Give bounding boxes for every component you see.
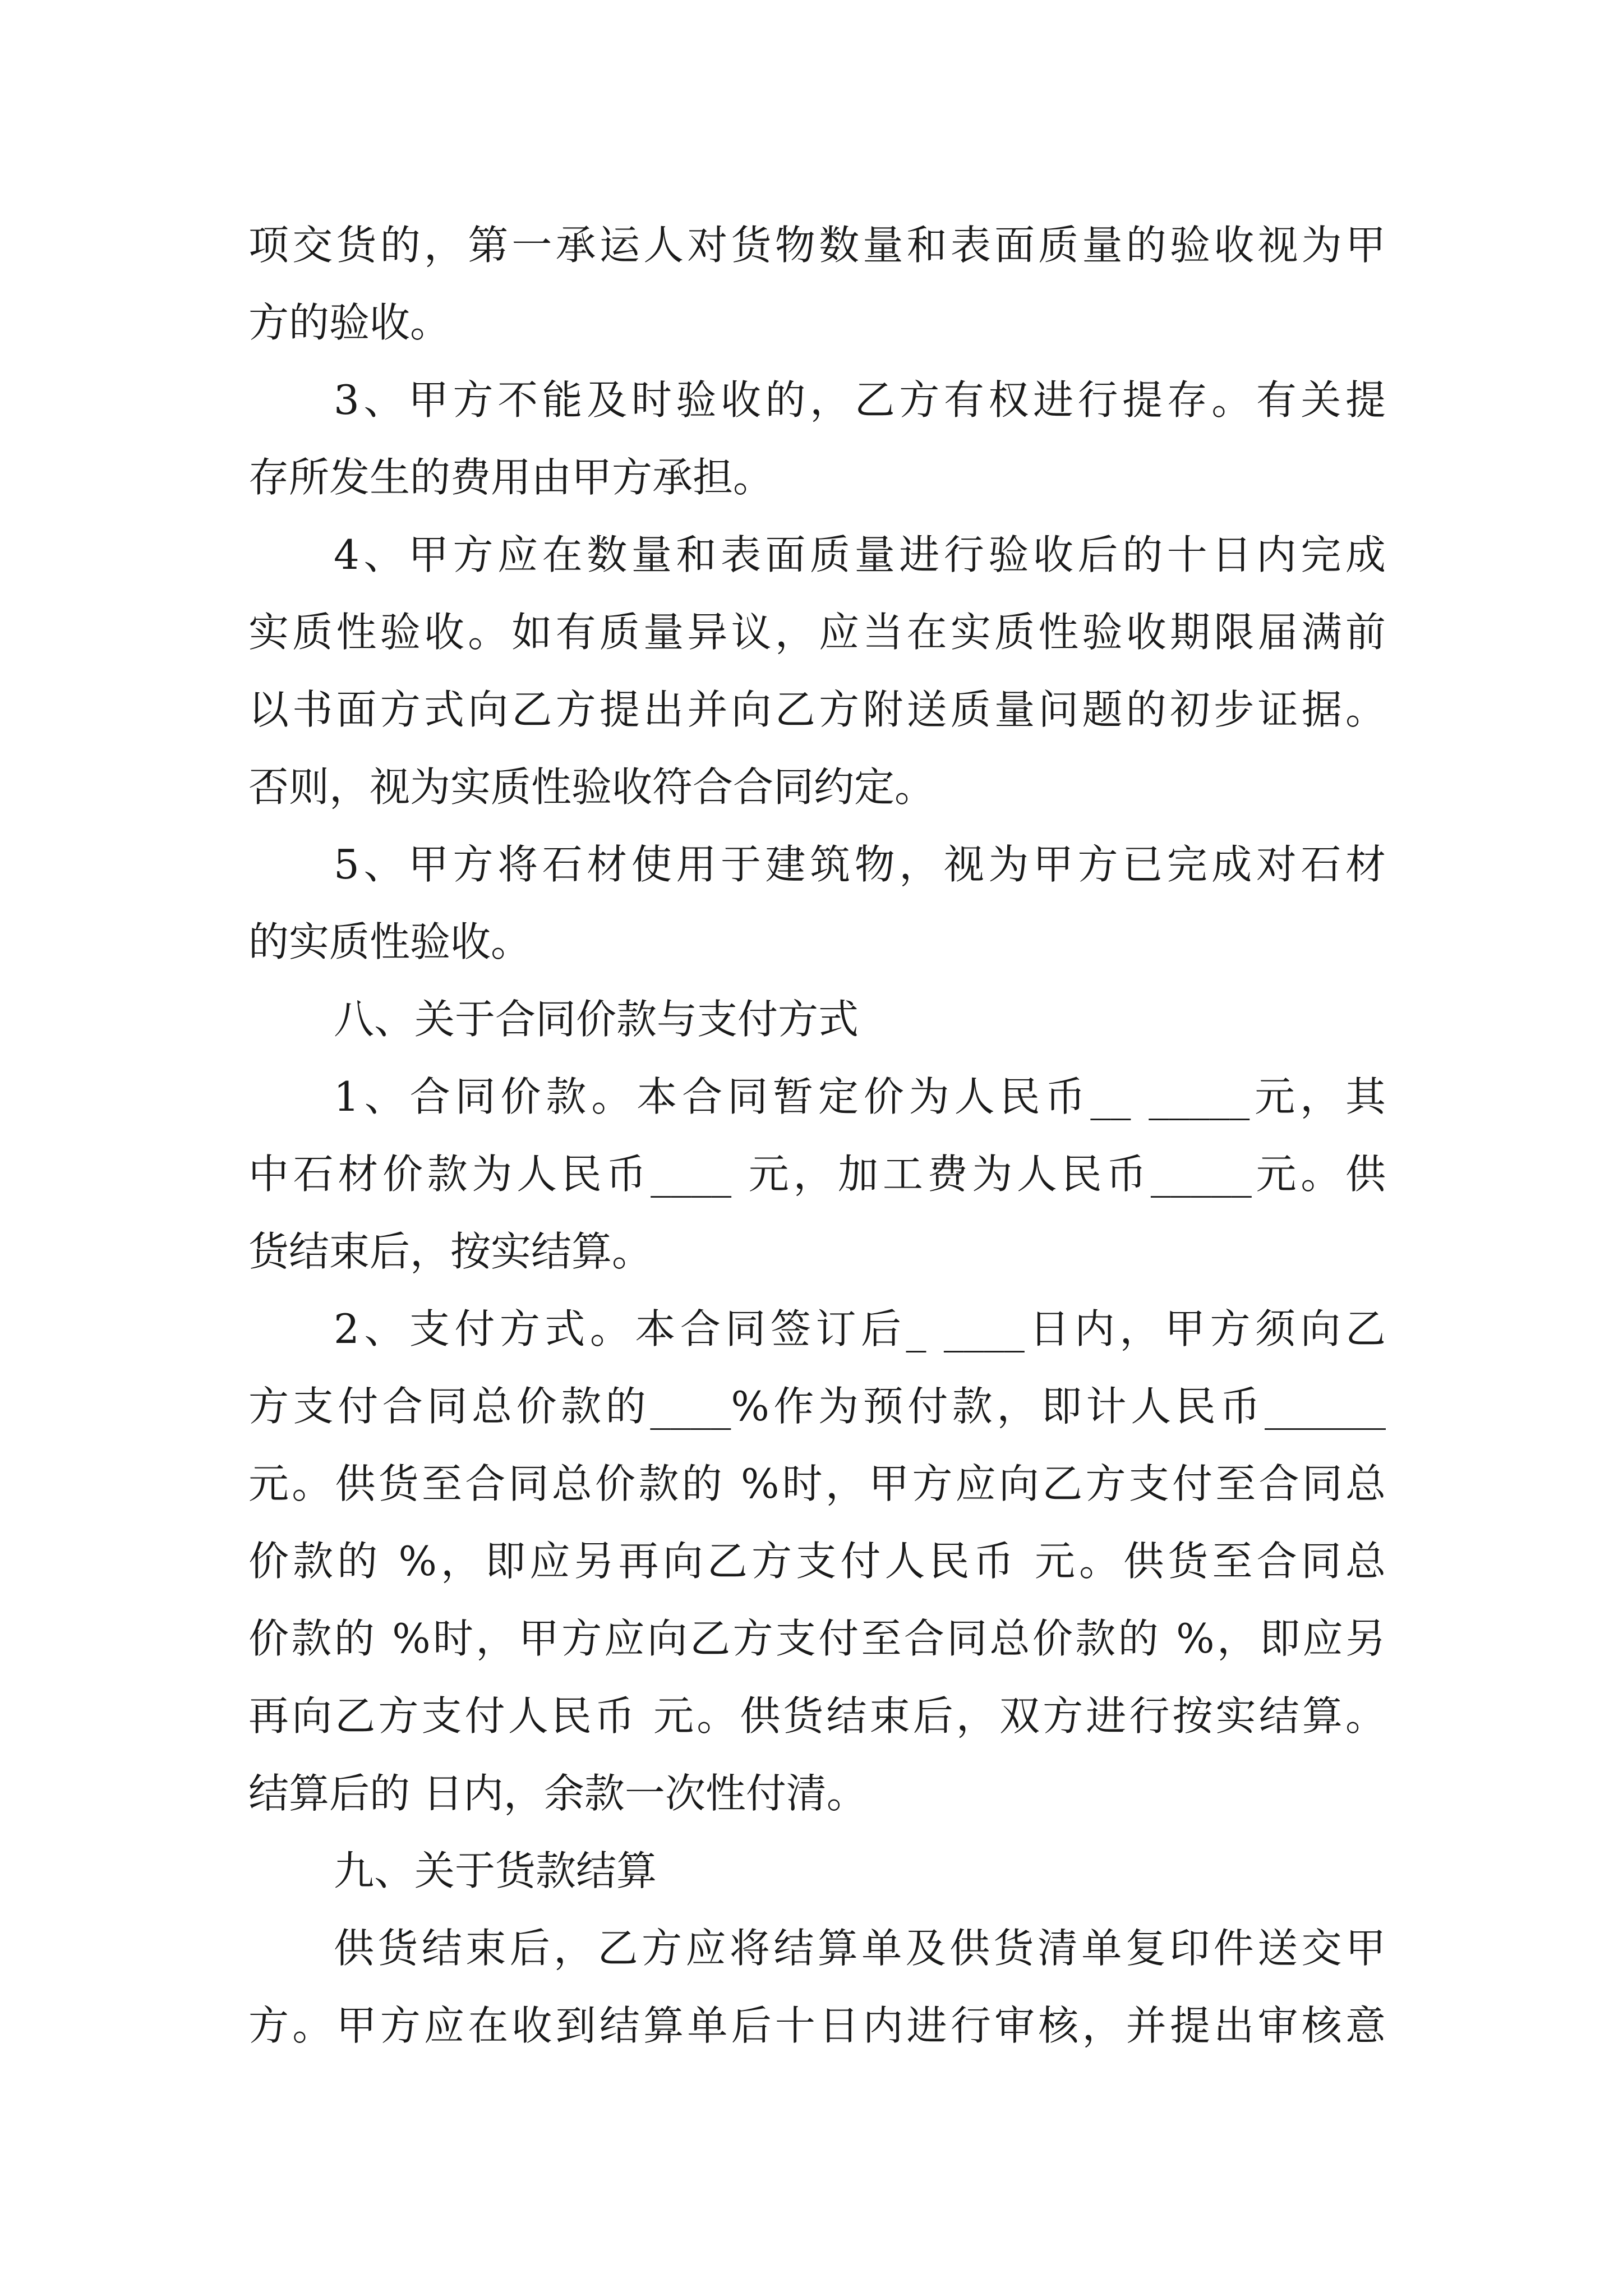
- paragraph-clause-3: 3、甲方不能及时验收的，乙方有权进行提存。有关提: [334, 376, 1386, 424]
- text-line: 价款的 %，即应另再向乙方支付人民币 元。供货至合同总: [248, 1538, 1386, 1585]
- text-line: 存所发生的费用由甲方承担。: [248, 454, 774, 501]
- paragraph-clause-4: 4、甲方应在数量和表面质量进行验收后的十日内完成: [334, 531, 1386, 578]
- text-line: 元。供货至合同总价款的 %时，甲方应向乙方支付至合同总: [248, 1460, 1386, 1507]
- section-heading-9: 九、关于货款结算: [334, 1847, 657, 1894]
- text-line: 实质性验收。如有质量异议，应当在实质性验收期限届满前: [248, 609, 1386, 656]
- text-line: 方。甲方应在收到结算单后十日内进行审核，并提出审核意: [248, 2002, 1386, 2049]
- text-line: 否则，视为实质性验收符合合同约定。: [248, 763, 935, 811]
- paragraph-clause-5: 5、甲方将石材使用于建筑物，视为甲方已完成对石材: [334, 841, 1386, 888]
- document-body: [248, 206, 1386, 2064]
- paragraph-payment-method: 2、支付方式。本合同签订后_ ____日内，甲方须向乙: [334, 1305, 1386, 1352]
- section-heading-8: 八、关于合同价款与支付方式: [334, 996, 859, 1043]
- text-line: 的实质性验收。: [248, 918, 532, 965]
- text-line: 再向乙方支付人民币 元。供货结束后，双方进行按实结算。: [248, 1692, 1386, 1740]
- paragraph-contract-price: 1、合同价款。本合同暂定价为人民币__ _____元，其: [334, 1073, 1386, 1120]
- text-line: 方的验收。: [248, 299, 451, 346]
- paragraph-settlement: 供货结束后，乙方应将结算单及供货清单复印件送交甲: [334, 1925, 1386, 1972]
- text-line: 以书面方式向乙方提出并向乙方附送质量问题的初步证据。: [248, 686, 1386, 733]
- text-line: 项交货的，第一承运人对货物数量和表面质量的验收视为甲: [248, 222, 1386, 269]
- text-line: 价款的 %时，甲方应向乙方支付至合同总价款的 %，即应另: [248, 1615, 1386, 1662]
- text-line: 方支付合同总价款的____%作为预付款，即计人民币______: [248, 1383, 1386, 1430]
- text-line: 结算后的 日内，余款一次性付清。: [248, 1770, 867, 1817]
- text-line: 中石材价款为人民币____ 元，加工费为人民币_____元。供: [248, 1151, 1386, 1198]
- text-line: 货结束后，按实结算。: [248, 1228, 653, 1275]
